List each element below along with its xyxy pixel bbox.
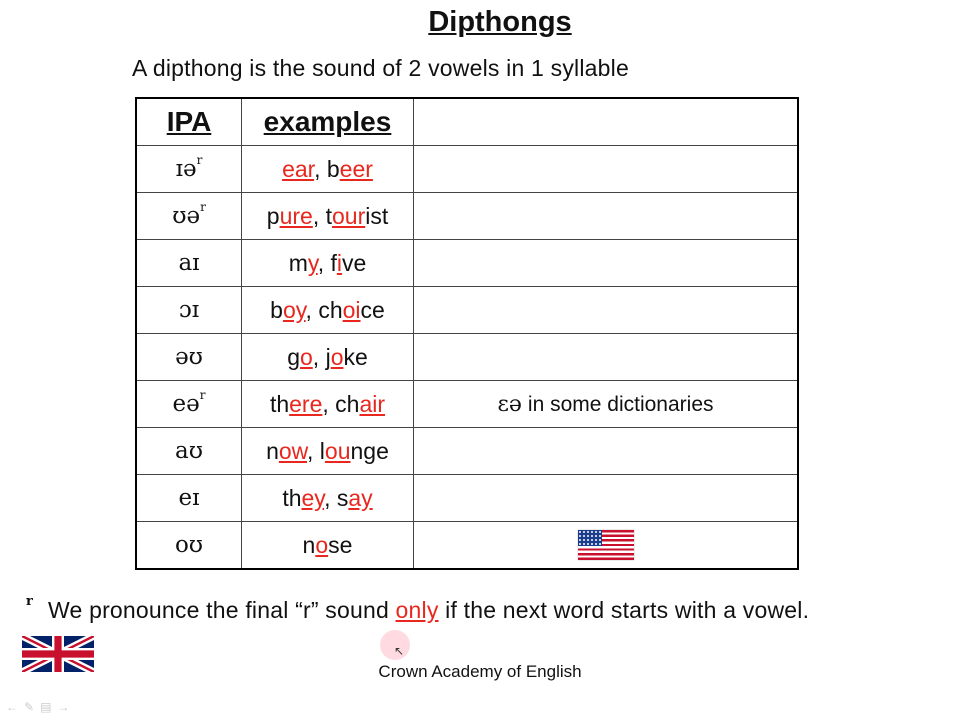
example-highlight: y [307, 249, 318, 276]
subtitle: A dipthong is the sound of 2 vowels in 1 syllable [132, 55, 629, 81]
example-highlight: ere [289, 390, 323, 417]
nav-pen-icon[interactable]: ✎ [24, 700, 35, 714]
notes-cell [414, 381, 799, 428]
example-highlight: our [331, 202, 366, 229]
example-highlight: eer [339, 155, 373, 182]
notes-cell [414, 428, 799, 475]
ipa-symbol: aʊ [175, 438, 203, 464]
ipa-symbol: eɪ [178, 485, 200, 511]
table-row [136, 428, 798, 475]
notes-cell [414, 522, 799, 570]
example-text: th [269, 390, 290, 417]
table-row [136, 334, 798, 381]
note-symbol: ɛə [497, 391, 522, 417]
example-highlight: ou [324, 437, 351, 464]
example-highlight: ay [348, 484, 373, 511]
header-examples: examples [242, 98, 414, 146]
cursor-icon: ↖ [394, 644, 405, 658]
example-highlight: ow [278, 437, 308, 464]
example-text: nge [350, 437, 389, 464]
example-highlight: o [330, 343, 344, 370]
footnote-text-before: We pronounce the final “r” sound [48, 597, 396, 623]
footnote-mark: r [26, 594, 33, 609]
table-row [136, 381, 798, 428]
nav-menu-icon[interactable]: ▤ [40, 700, 52, 714]
ipa-symbol: eə [172, 391, 200, 417]
example-highlight: o [300, 343, 313, 370]
header-notes [414, 98, 799, 146]
ipa-cell [136, 240, 242, 287]
slide-nav [6, 700, 69, 714]
ipa-cell [136, 193, 242, 240]
example-text: g [287, 343, 300, 370]
example-text: , j [312, 343, 331, 370]
example-text: ve [341, 249, 367, 276]
example-text: , b [314, 155, 340, 182]
ipa-cell [136, 334, 242, 381]
nav-forward-icon[interactable]: → [57, 700, 70, 714]
page-title: Dipthongs [428, 6, 572, 38]
example-text: ist [365, 202, 389, 229]
example-highlight: ure [279, 202, 313, 229]
ipa-symbol: ɪə [175, 156, 197, 182]
ipa-cell [136, 475, 242, 522]
example-highlight: oi [342, 296, 361, 323]
example-highlight: oy [282, 296, 306, 323]
table-row [136, 287, 798, 334]
us-flag-icon [578, 530, 634, 560]
example-highlight: air [359, 390, 386, 417]
ipa-symbol: əʊ [175, 344, 203, 370]
examples-cell [242, 475, 414, 522]
example-text: th [282, 484, 302, 511]
table-row [136, 240, 798, 287]
example-text: , f [317, 249, 337, 276]
nav-back-icon[interactable]: ← [6, 700, 18, 714]
example-highlight: i [336, 249, 342, 276]
r-mark: r [199, 388, 206, 403]
example-highlight: ear [282, 155, 315, 182]
examples-cell [242, 334, 414, 381]
example-text: n [266, 437, 279, 464]
ipa-symbol: oʊ [174, 532, 204, 558]
examples-cell [242, 287, 414, 334]
r-mark: r [196, 153, 203, 168]
example-highlight: o [315, 531, 329, 558]
ipa-cell [136, 146, 242, 193]
examples-cell [242, 146, 414, 193]
examples-cell [242, 381, 414, 428]
examples-cell [242, 240, 414, 287]
examples-cell [242, 522, 414, 570]
example-text: ke [343, 343, 368, 370]
ipa-symbol: ɔɪ [178, 297, 200, 323]
example-text: , s [324, 484, 349, 511]
table-body [136, 146, 798, 570]
note-text: in some dictionaries [527, 392, 714, 416]
brand-text: Crown Academy of English [378, 662, 582, 681]
examples-cell [242, 193, 414, 240]
ipa-cell [136, 522, 242, 570]
ipa-symbol: ʊə [172, 203, 201, 229]
footnote-text-after: if the next word starts with a vowel. [438, 597, 810, 623]
table-row [136, 522, 798, 570]
example-text: m [288, 249, 308, 276]
r-mark: r [200, 200, 206, 215]
footnote-highlight: only [395, 597, 439, 623]
table-header-row [136, 98, 798, 146]
example-text: se [328, 531, 353, 558]
table-row [136, 146, 798, 193]
example-text: b [270, 296, 283, 323]
example-text: , t [312, 202, 332, 229]
notes-cell [414, 475, 799, 522]
ipa-symbol: aɪ [178, 250, 200, 276]
notes-cell [414, 240, 799, 287]
table-row [136, 193, 798, 240]
notes-cell [414, 146, 799, 193]
notes-cell [414, 193, 799, 240]
notes-cell [414, 334, 799, 381]
flag-canton [578, 530, 602, 546]
examples-cell [242, 428, 414, 475]
header-ipa: IPA [136, 98, 242, 146]
example-text: , ch [305, 296, 343, 323]
table-row [136, 475, 798, 522]
notes-cell [414, 287, 799, 334]
dipthong-table [135, 97, 799, 570]
ipa-cell [136, 428, 242, 475]
example-text: , ch [322, 390, 360, 417]
example-highlight: ey [301, 484, 325, 511]
ipa-cell [136, 381, 242, 428]
example-text: n [302, 531, 316, 558]
footnote [48, 597, 809, 624]
example-text: , l [307, 437, 325, 464]
ipa-cell [136, 287, 242, 334]
example-text: p [266, 202, 280, 229]
example-text: ce [360, 296, 385, 323]
